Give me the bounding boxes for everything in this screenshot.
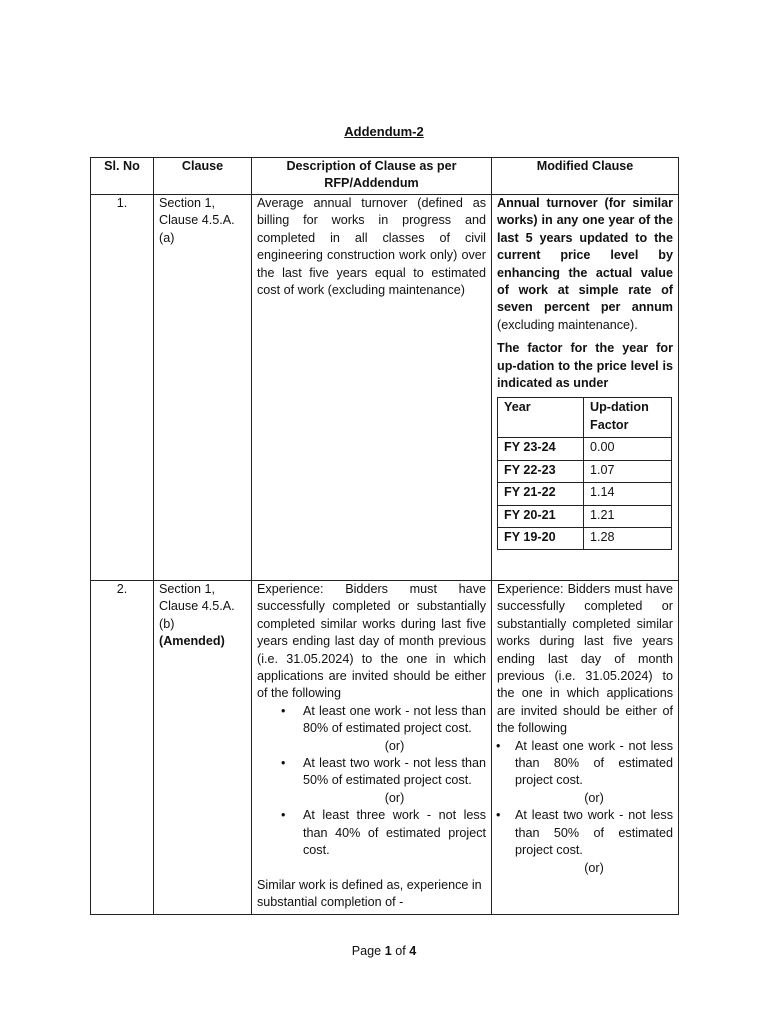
factor-intro: The factor for the year for up-dation to the price level is indicated as under (497, 341, 673, 391)
factor-row (498, 438, 672, 460)
row-clause-text: Section 1, Clause 4.5.A.(b) (159, 582, 235, 631)
factor-year: FY 22-23 (498, 460, 584, 482)
or-label: (or) (584, 860, 604, 875)
page-separator: of (391, 944, 410, 958)
factor-value: 1.21 (584, 505, 672, 527)
addendum-table (90, 157, 679, 915)
table-row (91, 581, 679, 915)
amended-tag: (Amended) (159, 634, 225, 649)
updation-factor-table (497, 397, 672, 550)
factor-row (498, 460, 672, 482)
row-modified-clause (492, 581, 679, 915)
factor-value: 1.14 (584, 483, 672, 505)
page-current: 1 (384, 944, 392, 958)
header-row (91, 158, 679, 195)
row-serial-number: 1. (91, 195, 154, 581)
list-item: • At least two work - not less than 50% of estimated project cost. (303, 755, 486, 790)
list-item: • At least one work - not less than 80% of estimated project cost. (303, 703, 486, 738)
row-description: Average annual turnover (defined as billing for works in progress and completed in all classes of civil engineering construction work only) over the last five years equal to estimated cost of work (excluding maintenance) (252, 195, 492, 581)
table-row (91, 195, 679, 581)
modified-turnover-text (497, 195, 673, 334)
header-slno: Sl. No (91, 158, 154, 195)
list-item: • At least two work - not less than 50% of estimated project cost. (515, 807, 673, 859)
page-prefix: Page (351, 944, 385, 958)
factor-year: FY 20-21 (498, 505, 584, 527)
modified-turnover-bold: Annual turnover (for similar works) in any one year of the last 5 years updated to the current price level by enhancing the actual value of work at simple rate of seven percent per annum (497, 196, 673, 315)
row-clause: Section 1, Clause 4.5.A.(a) (154, 195, 252, 581)
experience-options-list (257, 703, 486, 860)
header-clause: Clause (154, 158, 252, 195)
factor-value: 1.28 (584, 527, 672, 549)
factor-value: 1.07 (584, 460, 672, 482)
document-title: Addendum-2 (344, 124, 424, 139)
or-label: (or) (384, 738, 405, 753)
page-number (0, 943, 768, 960)
factor-year: FY 21-22 (498, 483, 584, 505)
factor-header-row (498, 398, 672, 438)
modified-turnover-rest: (excluding maintenance). (497, 317, 638, 332)
row-serial-number: 2. (91, 581, 154, 915)
modified-experience-intro: Experience: Bidders must have successfully completed or substantially completed similar works during last five years ending last day of month previous (i.e. 31.05.2024) to the one in which applications are invited should be either of the following (497, 582, 673, 736)
or-label: (or) (584, 790, 604, 805)
header-description: Description of Clause as per RFP/Addendum (252, 158, 492, 195)
page-total: 4 (409, 944, 417, 958)
factor-year: FY 23-24 (498, 438, 584, 460)
list-item: • At least three work - not less than 40% of estimated project cost. (303, 807, 486, 859)
factor-year: FY 19-20 (498, 527, 584, 549)
row-modified-clause (492, 195, 679, 581)
factor-row (498, 483, 672, 505)
factor-row (498, 527, 672, 549)
or-label: (or) (384, 790, 405, 805)
row-clause (154, 581, 252, 915)
factor-header-year: Year (498, 398, 584, 438)
header-modified-clause: Modified Clause (492, 158, 679, 195)
factor-row (498, 505, 672, 527)
row-description (252, 581, 492, 915)
list-item: • At least one work - not less than 80% of estimated project cost. (515, 738, 673, 790)
similar-work-definition: Similar work is defined as, experience in substantial completion of - (257, 877, 482, 909)
factor-value: 0.00 (584, 438, 672, 460)
modified-options-list (497, 738, 673, 877)
experience-intro: Experience: Bidders must have successfully completed or substantially completed similar works during last five years ending last day of month previous (i.e. 31.05.2024) to the one in which applications are invited should be either of the following (257, 582, 486, 701)
factor-header-factor: Up-dation Factor (584, 398, 672, 438)
